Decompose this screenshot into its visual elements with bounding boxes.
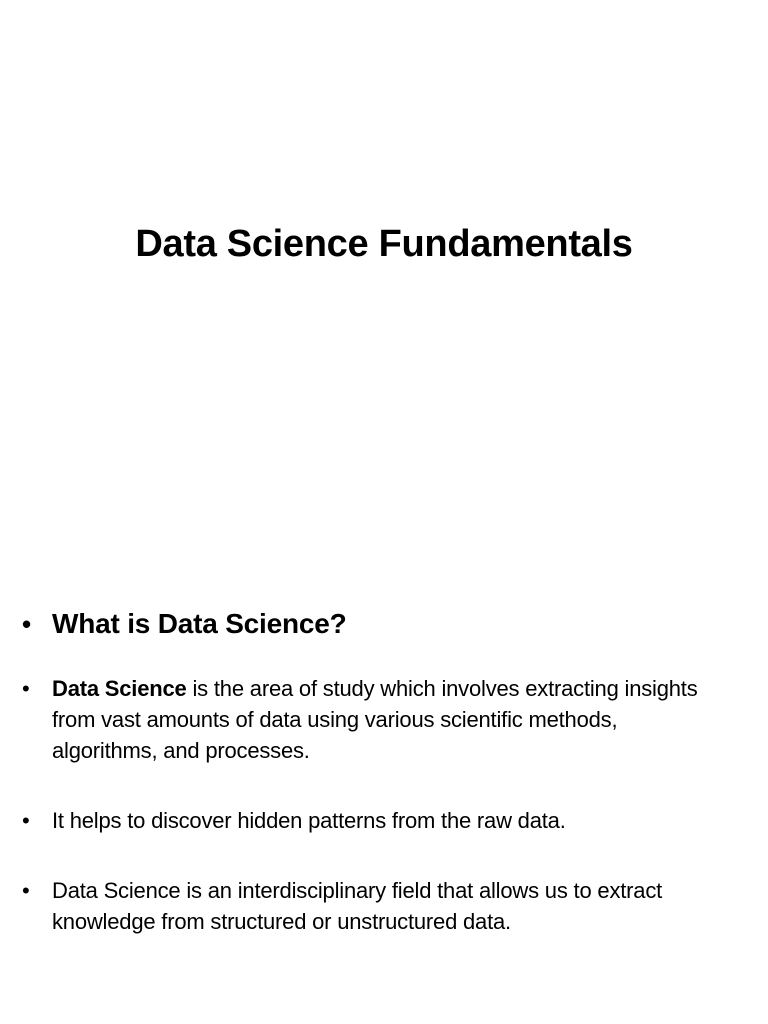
bullet-text: is the area of study which involves extracting insights from vast amounts of data using various scientific methods, algorithms, and processes.	[52, 676, 698, 763]
bullet-item	[22, 805, 722, 836]
bullet-dot-icon: •	[22, 609, 31, 639]
slide-title: Data Science Fundamentals	[135, 223, 633, 265]
bullet-item	[22, 875, 722, 937]
bullet-dot-icon: •	[22, 878, 30, 903]
bullet-dot-icon: •	[22, 676, 30, 701]
bullet-item	[22, 673, 722, 766]
bullet-list	[22, 604, 722, 937]
bullet-item-heading	[22, 604, 722, 644]
bullet-text: What is Data Science?	[52, 608, 347, 639]
bullet-text: It helps to discover hidden patterns from the raw data.	[52, 808, 566, 833]
bullet-bold-term: Data Science	[52, 676, 187, 701]
bullet-text: Data Science is an interdisciplinary field that allows us to extract knowledge from structured or unstructured data.	[52, 878, 663, 934]
bullet-dot-icon: •	[22, 808, 30, 833]
